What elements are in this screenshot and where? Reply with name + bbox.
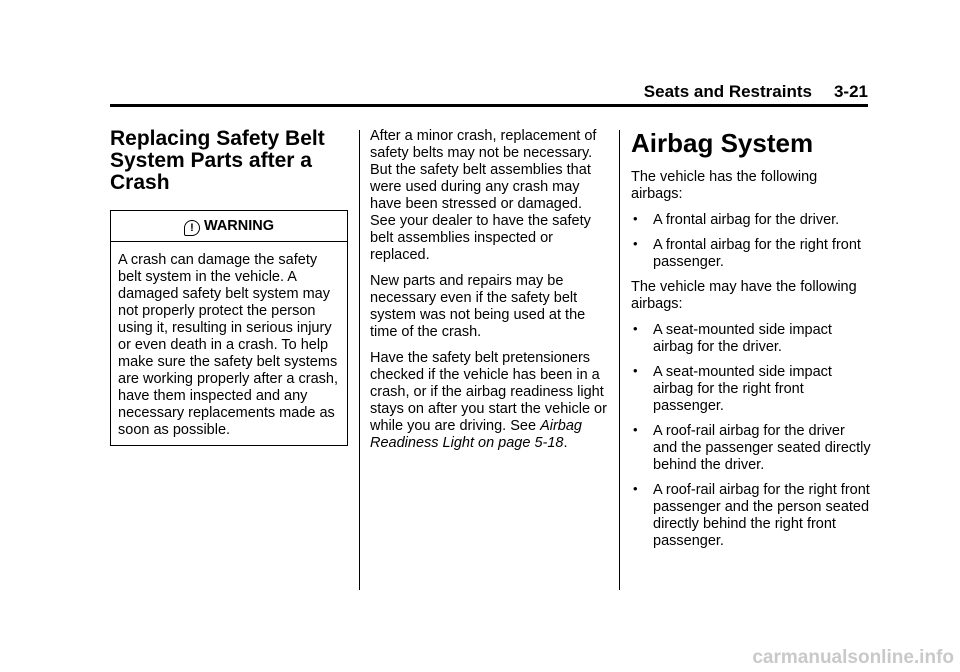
list-item: • A seat-mounted side impact airbag for the driver. xyxy=(631,322,871,356)
cross-reference-link[interactable]: Airbag Readiness Light on page 5-18 xyxy=(370,418,582,451)
list-item: • A frontal airbag for the right front passenger. xyxy=(631,237,871,271)
column-2 xyxy=(370,128,608,461)
column-divider xyxy=(619,130,620,590)
warning-text: A crash can damage the safety belt system in the vehicle. A damaged safety belt system may not properly protect the person using it, resulting in serious injury or even death in a crash. To help make sure the safety belt systems are working properly after a crash, have them inspected and any necessary replacements made as soon as possible. xyxy=(118,252,339,438)
section-heading: Replacing Safety Belt System Parts after a Crash xyxy=(110,127,325,194)
paragraph: New parts and repairs may be necessary even if the safety belt system was not being used at the time of the crash. xyxy=(370,273,586,340)
column-3 xyxy=(631,128,871,558)
optional-airbag-list xyxy=(631,322,871,550)
paragraph: After a minor crash, replacement of safety belts may not be necessary. But the safety belt assemblies that were used during any crash may have been stressed or damaged. See your dealer to have the safety belt assemblies inspected or replaced. xyxy=(370,128,597,263)
warning-box xyxy=(110,210,348,446)
column-divider xyxy=(359,130,360,590)
list-item: • A roof-rail airbag for the driver and the passenger seated directly behind the driver. xyxy=(631,423,871,474)
list-item: • A seat-mounted side impact airbag for the right front passenger. xyxy=(631,364,871,415)
column-1 xyxy=(110,128,348,446)
section-heading: Airbag System xyxy=(631,128,814,158)
list-item: • A frontal airbag for the driver. xyxy=(631,212,871,229)
watermark: carmanualsonline.info xyxy=(752,647,954,668)
paragraph-text: . xyxy=(563,435,568,451)
warning-label: WARNING xyxy=(203,218,275,234)
page-number: 3-21 xyxy=(833,82,868,101)
section-title: Seats and Restraints xyxy=(643,82,812,101)
paragraph xyxy=(370,350,608,452)
warning-header xyxy=(111,211,347,242)
paragraph: The vehicle may have the following airbags: xyxy=(631,279,857,312)
airbag-list xyxy=(631,212,871,271)
paragraph: The vehicle has the following airbags: xyxy=(631,169,818,202)
warning-speech-icon: ! xyxy=(184,220,200,236)
page-header xyxy=(110,80,868,107)
list-item: • A roof-rail airbag for the right front passenger and the person seated directly behind the right front passenger. xyxy=(631,482,871,550)
paragraph-text: Have the safety belt pretensioners checked if the vehicle has been in a crash, or if the airbag readiness light stays on after you start the vehicle or while you are driving. See xyxy=(370,350,607,434)
